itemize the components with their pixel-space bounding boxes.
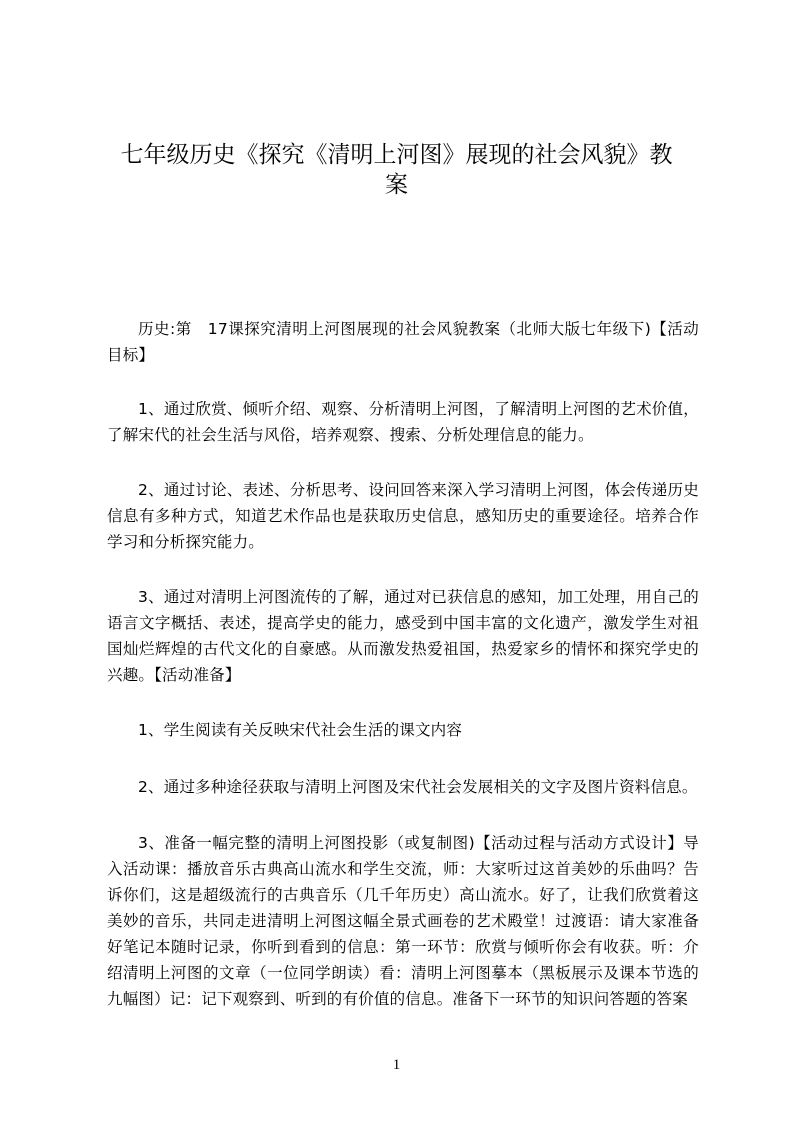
document-title-line-2: 案 <box>385 172 408 198</box>
paragraph-objective-3: 3、通过对清明上河图流传的了解，通过对已获信息的感知，加工处理，用自己的语言文字概括、表述，提高学史的能力，感受到中国丰富的文化遗产，激发学生对祖国灿烂辉煌的古代文化的自豪感。从而激发热爱祖国，热爱家乡的情怀和探究学史的兴趣。【活动准备】 <box>107 588 699 684</box>
document-body <box>107 316 699 1012</box>
paragraph-objective-1: 1、通过欣赏、倾听介绍、观察、分析清明上河图，了解清明上河图的艺术价值，了解宋代的社会生活与风俗，培养观察、搜索、分析处理信息的能力。 <box>107 400 699 444</box>
paragraph-preparation-1: 1、学生阅读有关反映宋代社会生活的课文内容 <box>138 721 463 739</box>
paragraph-preparation-3: 3、准备一幅完整的清明上河图投影（或复制图)【活动过程与活动方式设计】导入活动课：播放音乐古典高山流水和学生交流，师：大家听过这首美妙的乐曲吗？告诉你们，这是超级流行的古典音乐（几千年历史）高山流水。好了，让我们欣赏着这美妙的音乐，共同走进清明上河图这幅全景式画卷的艺术殿堂！过渡语：请大家准备好笔记本随时记录，你听到看到的信息：第一环节：欣赏与倾听你会有收获。听：介绍清明上河图的文章（一位同学朗读）看：清明上河图摹本（黑板展示及课本节选的九幅图）记：记下观察到、听到的有价值的信息。准备下一环节的知识问答题的答案 <box>107 834 699 1008</box>
paragraph-intro: 历史:第 17课探究清明上河图展现的社会风貌教案（北师大版七年级下)【活动目标】 <box>107 320 699 364</box>
page-number: 1 <box>392 1057 401 1073</box>
paragraph-objective-2: 2、通过讨论、表述、分析思考、设问回答来深入学习清明上河图，体会传递历史信息有多种方式，知道艺术作品也是获取历史信息，感知历史的重要途径。培养合作学习和分析探究能力。 <box>107 481 699 551</box>
paragraph-preparation-2: 2、通过多种途径获取与清明上河图及宋代社会发展相关的文字及图片资料信息。 <box>138 778 698 796</box>
document-title <box>100 140 693 200</box>
document-title-line-1: 七年级历史《探究《清明上河图》展现的社会风貌》教 <box>120 142 673 168</box>
